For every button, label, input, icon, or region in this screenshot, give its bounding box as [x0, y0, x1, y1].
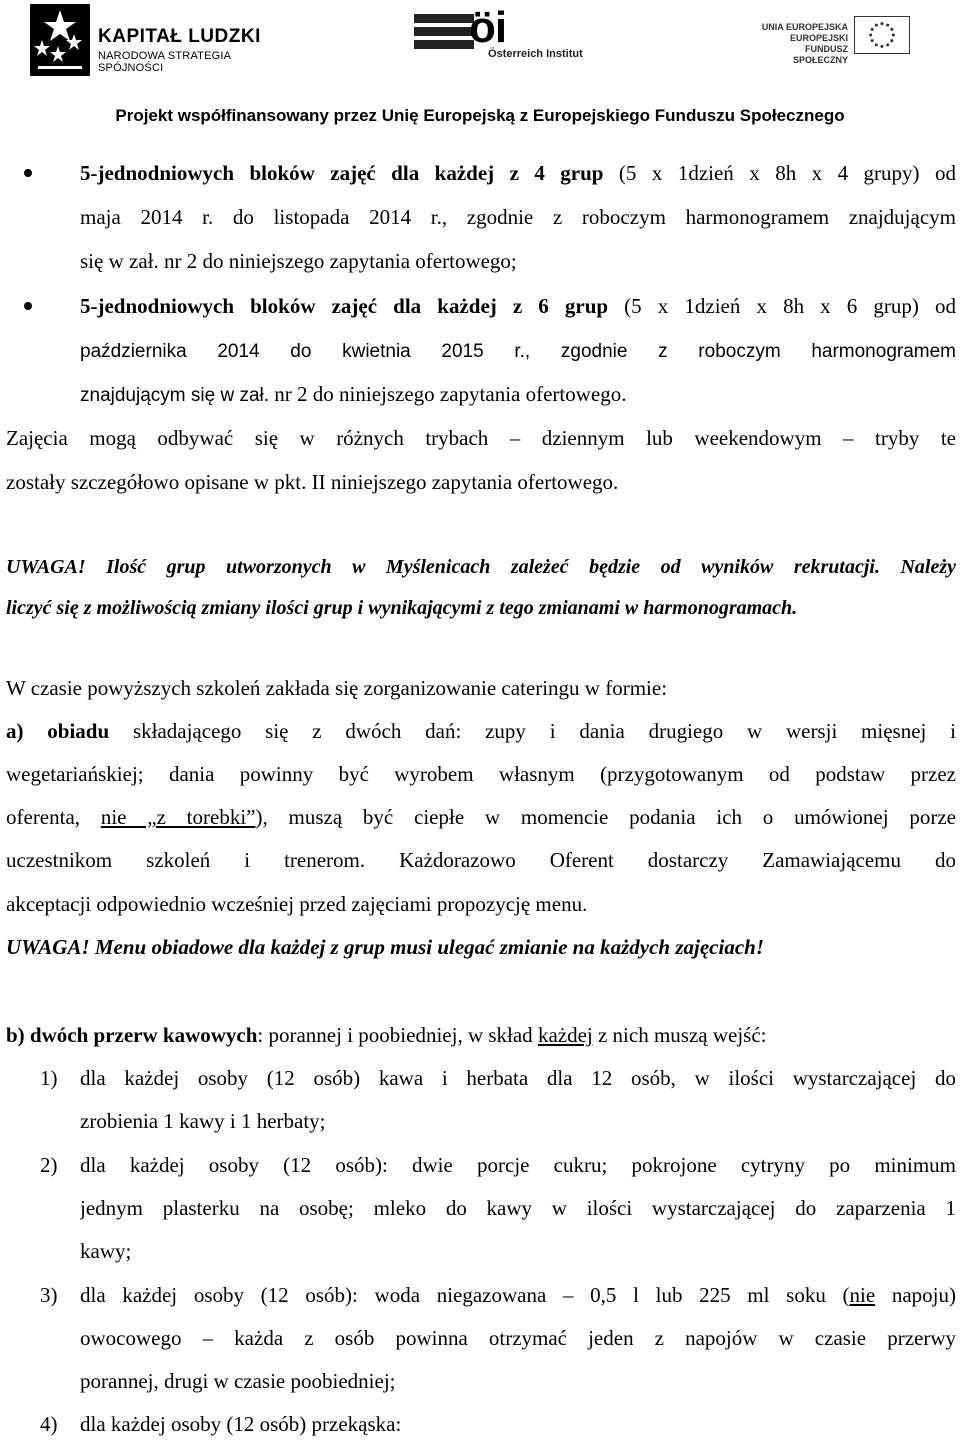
catering-a-line5: akceptacji odpowiednio wcześniej przed zajęciami propozycję menu.	[6, 892, 588, 916]
bullet2-line3: znajdującym się w zał. nr 2 do niniejszego zapytania ofertowego.	[80, 382, 627, 406]
kapital-ludzki-subtitle: NARODOWA STRATEGIA SPÓJNOŚCI	[98, 50, 231, 74]
bullet-icon	[24, 302, 32, 310]
catering-b-heading: b) dwóch przerw kawowych: porannej i poobiedniej, w skład każdej z nich muszą wejść:	[6, 1023, 767, 1047]
catering-a-line3: oferenta, nie „z torebki”), muszą być ciepłe w momencie podania ich o umówionej porze	[6, 805, 956, 829]
item1-line2: zrobienia 1 kawy i 1 herbaty;	[80, 1109, 326, 1133]
eu-logo	[756, 12, 916, 64]
project-funding-line: Projekt współfinansowany przez Unię Europejską z Europejskiego Funduszu Społecznego	[115, 106, 845, 125]
item1-number: 1)	[40, 1066, 58, 1090]
item2-line1: dla każdej osoby (12 osób): dwie porcje cukru; pokrojone cytryny po minimum	[80, 1153, 956, 1177]
oi-mark: öi	[469, 3, 507, 52]
catering-a-line4: uczestnikom szkoleń i trenerom. Każdorazowo Oferent dostarczy Zamawiającemu do	[6, 848, 956, 872]
osterreich-institut-logo	[414, 3, 584, 60]
eu-text-line3: FUNDUSZ SPOŁECZNY	[792, 44, 848, 65]
catering-intro: W czasie powyższych szkoleń zakłada się zorganizowanie cateringu w formie:	[6, 676, 668, 700]
modes-line1: Zajęcia mogą odbywać się w różnych trybach – dziennym lub weekendowym – tryby te	[6, 426, 956, 450]
header-logos	[0, 0, 960, 100]
bullet1-line2: maja 2014 r. do listopada 2014 r., zgodnie z roboczym harmonogramem znajdującym	[80, 205, 956, 229]
item4-line1: dla każdej osoby (12 osób) przekąska:	[80, 1412, 402, 1436]
item3-number: 3)	[40, 1283, 58, 1307]
bullet1-line3: się w zał. nr 2 do niniejszego zapytania ofertowego;	[80, 249, 517, 273]
catering-a-line2: wegetariańskiej; dania powinny być wyrobem własnym (przygotowanym od podstaw przez	[6, 762, 956, 786]
kapital-ludzki-emblem-icon	[30, 4, 90, 76]
bullet2-line1: 5-jednodniowych bloków zajęć dla każdej z 6 grup (5 x 1dzień x 8h x 6 grup) od	[80, 294, 956, 318]
eu-flag-icon	[854, 16, 910, 54]
kapital-ludzki-logo	[30, 4, 280, 76]
eu-text	[756, 22, 848, 66]
kapital-ludzki-title: KAPITAŁ LUDZKI	[98, 26, 261, 47]
modes-line2: zostały szczegółowo opisane w pkt. II niniejszego zapytania ofertowego.	[6, 470, 619, 494]
item2-number: 2)	[40, 1153, 58, 1177]
warning1-line1: UWAGA! Ilość grup utworzonych w Myślenicach zależeć będzie od wyników rekrutacji. Należy	[6, 556, 956, 578]
item4-number: 4)	[40, 1412, 58, 1436]
bullet1-line1: 5-jednodniowych bloków zajęć dla każdej z 4 grup (5 x 1dzień x 8h x 4 grupy) od	[80, 161, 956, 185]
warning1-line2: liczyć się z możliwością zmiany ilości grup i wynikającymi z tego zmianami w harmonogramach.	[6, 597, 798, 619]
item1-line1: dla każdej osoby (12 osób) kawa i herbata dla 12 osób, w ilości wystarczającej do	[80, 1066, 956, 1090]
item2-line3: kawy;	[80, 1239, 132, 1263]
item3-line3: porannej, drugi w czasie poobiedniej;	[80, 1369, 396, 1393]
bullet2-line2: października 2014 do kwietnia 2015 r., zgodnie z roboczym harmonogramem	[80, 341, 956, 362]
oi-name: Österreich Institut	[488, 48, 583, 60]
eu-text-line2: EUROPEJSKI	[789, 33, 848, 43]
item2-line2: jednym plasterku na osobę; mleko do kawy w ilości wystarczającej do zaparzenia 1	[80, 1196, 956, 1220]
eu-text-line1: UNIA EUROPEJSKA	[761, 22, 848, 32]
catering-a-line1: a) obiadu składającego się z dwóch dań: zupy i dania drugiego w wersji mięsnej i	[6, 719, 956, 743]
warning2: UWAGA! Menu obiadowe dla każdej z grup musi ulegać zmianie na każdych zajęciach!	[6, 935, 765, 959]
bullet-icon	[24, 169, 32, 177]
item3-line1: dla każdej osoby (12 osób): woda niegazowana – 0,5 l lub 225 ml soku (nie napoju)	[80, 1283, 956, 1307]
item3-line2: owocowego – każda z osób powinna otrzymać jeden z napojów w czasie przerwy	[80, 1326, 956, 1350]
